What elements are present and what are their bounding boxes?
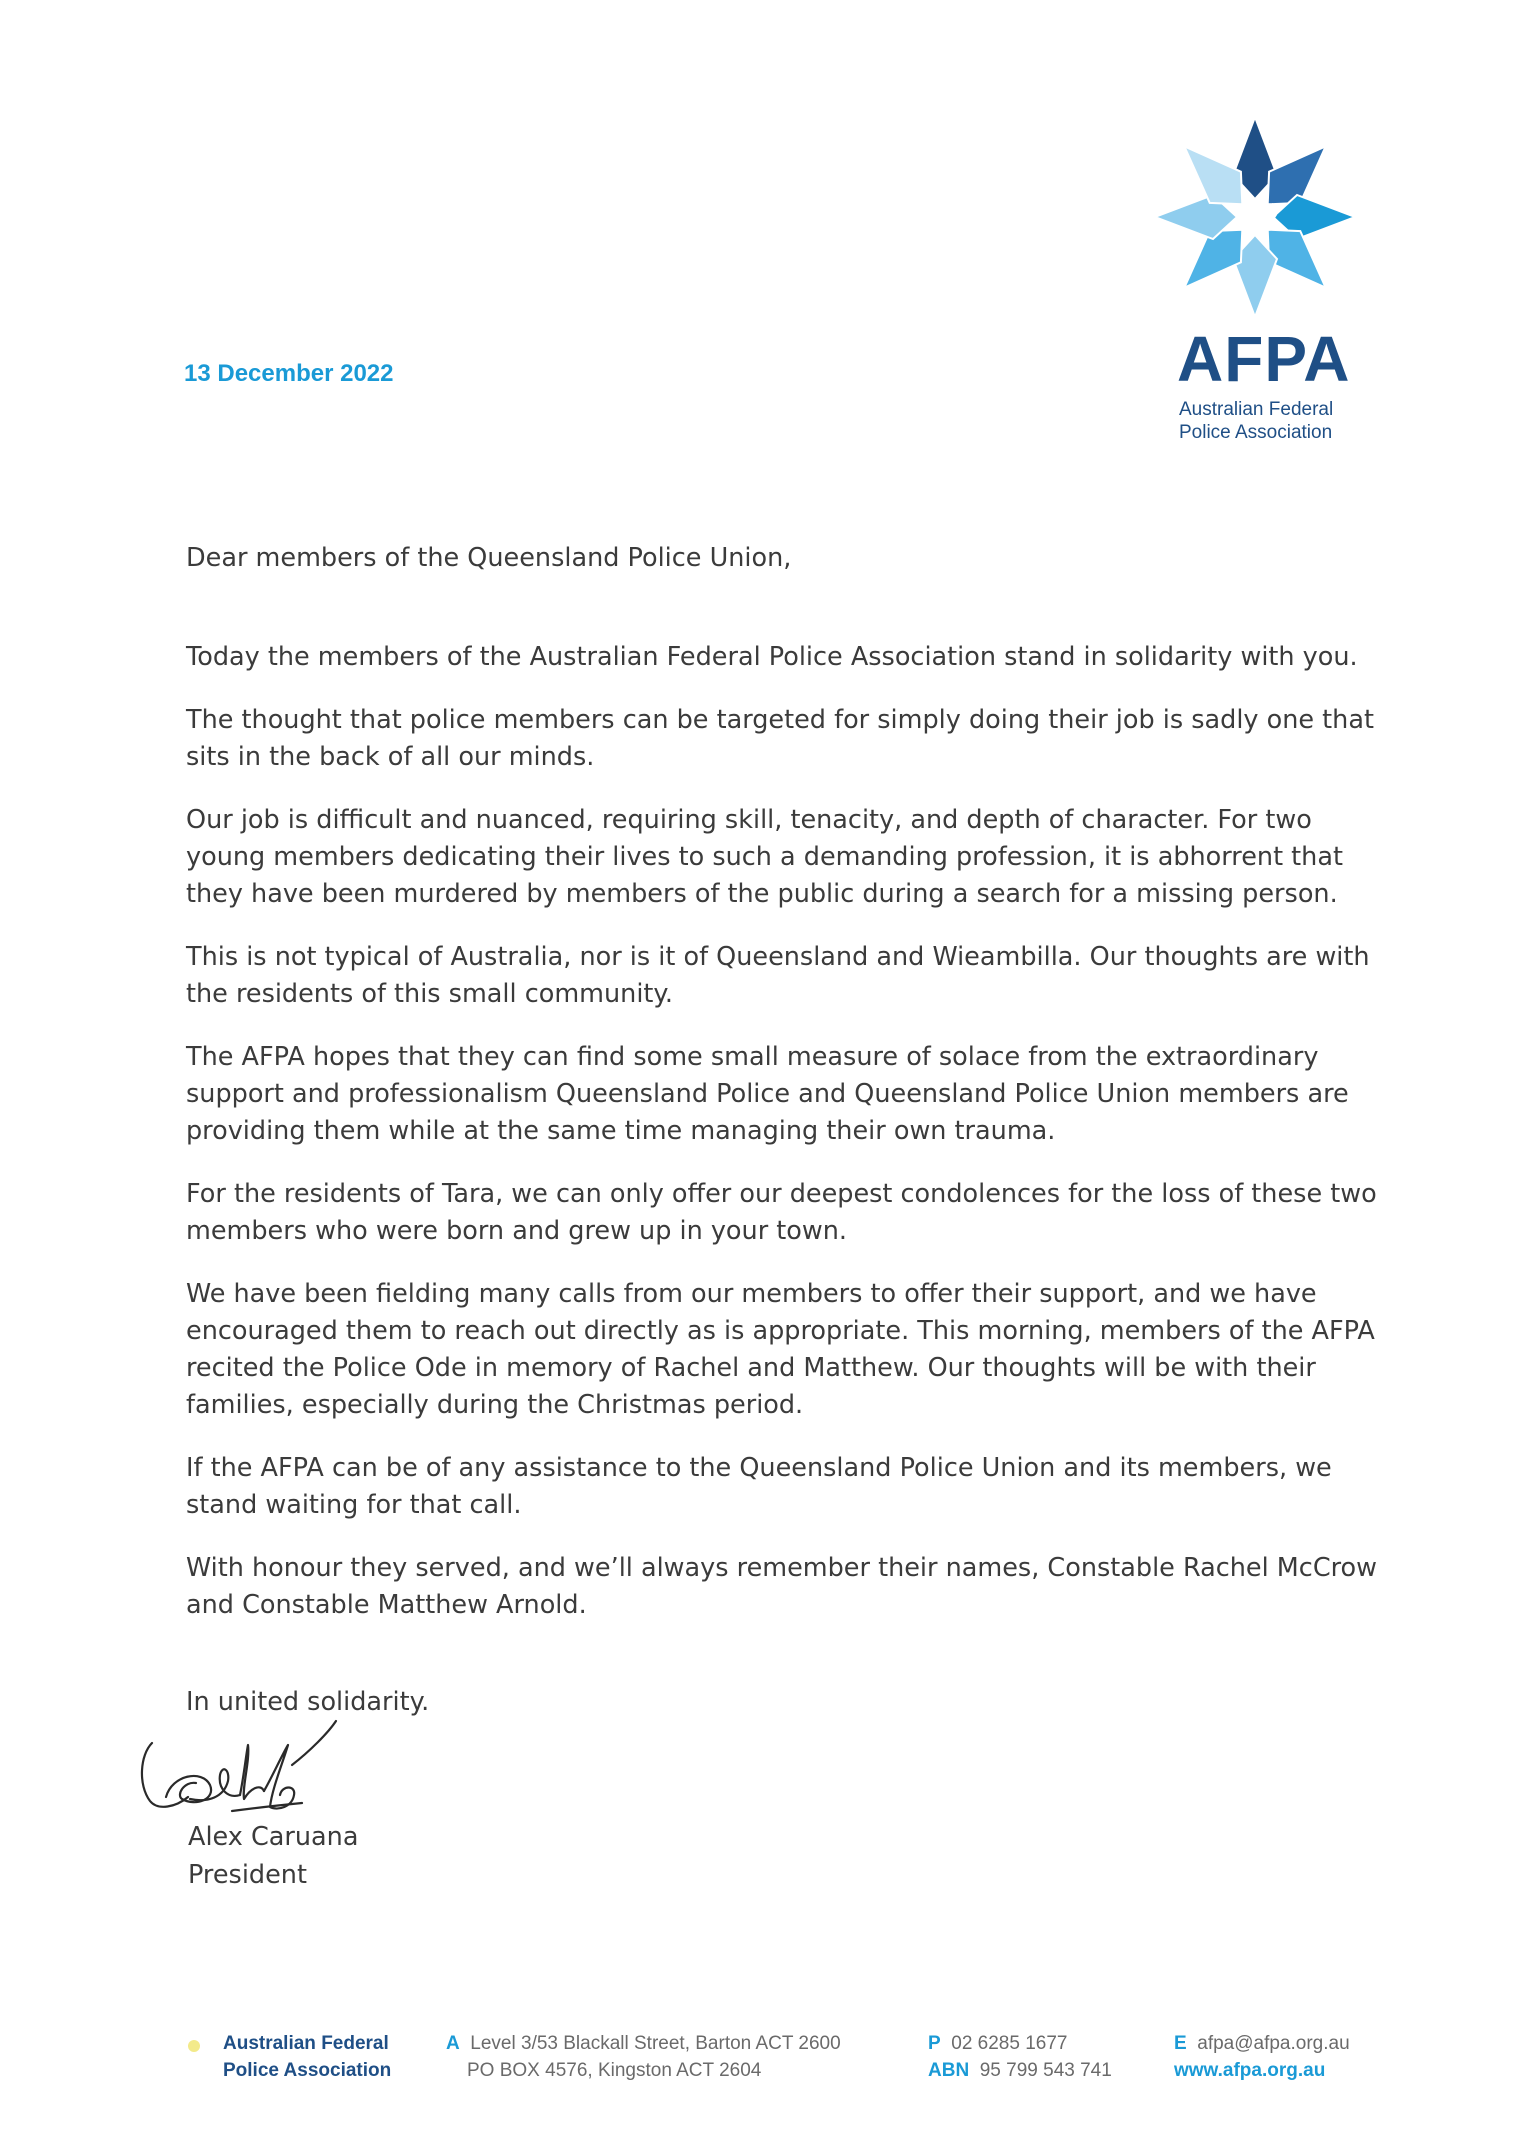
address-line2: PO BOX 4576, Kingston ACT 2604	[467, 2060, 762, 2081]
footer-phone-abn	[928, 2030, 1112, 2084]
letter-date: 13 December 2022	[184, 360, 394, 387]
email-link[interactable]: afpa@afpa.org.au	[1197, 2033, 1350, 2054]
address-line1: Level 3/53 Blackall Street, Barton ACT 2600	[470, 2033, 841, 2054]
abn-number: 95 799 543 741	[979, 2060, 1112, 2081]
signer-name: Alex Caruana	[188, 1822, 359, 1852]
email-label: E	[1174, 2033, 1187, 2054]
paragraph: The AFPA hopes that they can find some small measure of solace from the extraordinary support and professionalism Queensland Police and Queensland Police Union members are providing them while at the same time managing their own trauma.	[186, 1042, 1349, 1146]
paragraph: If the AFPA can be of any assistance to the Queensland Police Union and its members, we stand waiting for that call.	[186, 1453, 1332, 1520]
signer-block	[188, 1818, 358, 1894]
letter-footer	[0, 2030, 1517, 2100]
paragraph: Today the members of the Australian Federal Police Association stand in solidarity with you.	[186, 642, 1358, 672]
salutation: Dear members of the Queensland Police Union,	[186, 543, 792, 573]
paragraph: Our job is difficult and nuanced, requiring skill, tenacity, and depth of character. For two young members dedicating their lives to such a demanding profession, it is abhorrent that they have been murdered by members of the public during a search for a missing person.	[186, 805, 1343, 909]
footer-org-line2: Police Association	[223, 2060, 392, 2081]
paragraph: With honour they served, and we’ll always remember their names, Constable Rachel McCrow and Constable Matthew Arnold.	[186, 1553, 1378, 1620]
closing-line: In united solidarity.	[186, 1687, 430, 1717]
paragraph: We have been fielding many calls from our members to offer their support, and we have encouraged them to reach out directly as is appropriate. This morning, members of the AFPA recited the Police Ode in memory of Rachel and Matthew. Our thoughts will be with their families, especially during the Christmas period.	[186, 1279, 1375, 1420]
footer-org-line1: Australian Federal	[223, 2033, 389, 2054]
signer-title: President	[188, 1860, 307, 1890]
footer-contact	[1174, 2030, 1350, 2084]
emblem-petal	[1184, 146, 1242, 204]
paragraph: For the residents of Tara, we can only offer our deepest condolences for the loss of these two members who were born and grew up in your town.	[186, 1179, 1377, 1246]
website-link[interactable]: www.afpa.org.au	[1174, 2060, 1326, 2081]
paragraph: This is not typical of Australia, nor is it of Queensland and Wieambilla. Our thoughts are with the residents of this small community.	[186, 942, 1370, 1009]
footer-org-name	[223, 2030, 391, 2084]
address-label: A	[446, 2033, 460, 2054]
paragraph: The thought that police members can be targeted for simply doing their job is sadly one that sits in the back of all our minds.	[186, 705, 1374, 772]
letter-body	[186, 540, 1396, 1721]
logo-full-name	[1179, 398, 1379, 444]
logo-name-line1: Australian Federal	[1179, 399, 1334, 420]
abn-label: ABN	[928, 2060, 970, 2081]
phone-number: 02 6285 1677	[951, 2033, 1068, 2054]
footer-address	[446, 2030, 841, 2084]
logo-abbreviation: AFPA	[1177, 323, 1351, 395]
afpa-logo	[1140, 112, 1360, 443]
logo-name-line2: Police Association	[1179, 422, 1333, 443]
star-emblem-icon	[1150, 112, 1360, 322]
phone-label: P	[928, 2033, 941, 2054]
footer-logo-dot-icon	[188, 2040, 200, 2052]
